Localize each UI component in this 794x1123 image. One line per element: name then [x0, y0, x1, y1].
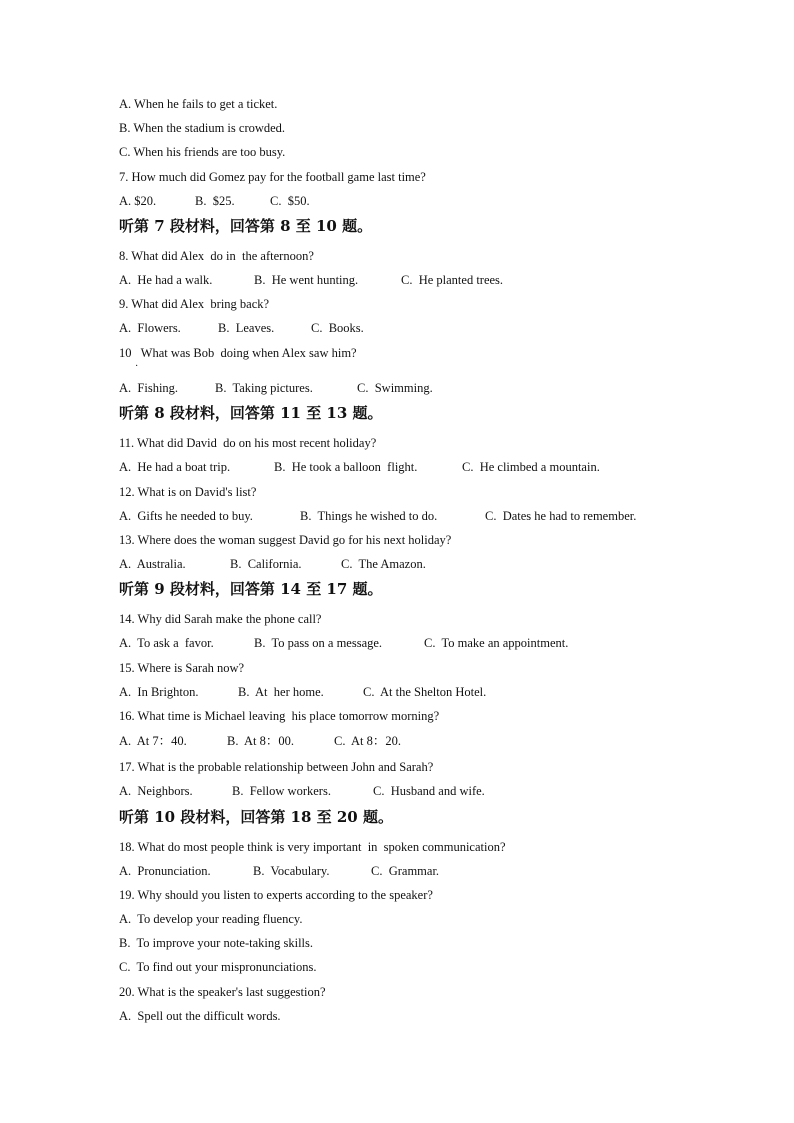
option-c: C. To make an appointment. — [424, 636, 569, 650]
options-row — [119, 459, 600, 475]
option-a: A. Spell out the difficult words. — [119, 1009, 281, 1023]
question-13: 13. Where does the woman suggest David go for his next holiday? — [119, 533, 452, 547]
section-heading: 听第 10 段材料，回答第 18 至 20 题。 — [119, 808, 393, 826]
option-text: C. When his friends are too busy. — [119, 145, 286, 159]
option-c: C. Dates he had to remember. — [485, 509, 637, 523]
option-a: A. Australia. — [119, 557, 186, 571]
stray-dot: · — [135, 361, 139, 372]
options-row — [119, 193, 310, 209]
option-c: C. $50. — [270, 194, 310, 208]
question-17: 17. What is the probable relationship between John and Sarah? — [119, 760, 434, 774]
option-b: B. At her home. — [238, 685, 324, 699]
option-a: A. Fishing. — [119, 381, 179, 395]
section-heading: 听第 7 段材料，回答第 8 至 10 题。 — [119, 217, 373, 235]
question-20: 20. What is the speaker's last suggestion? — [119, 985, 326, 999]
option-text: A. When he fails to get a ticket. — [119, 97, 278, 111]
option-c: C. The Amazon. — [341, 557, 426, 571]
option-b: B. Vocabulary. — [253, 864, 330, 878]
option-c: C. Husband and wife. — [373, 784, 485, 798]
option-b: B. $25. — [195, 194, 235, 208]
option-a: A. He had a boat trip. — [119, 460, 231, 474]
option-a: A. To develop your reading fluency. — [119, 912, 303, 926]
question-15: 15. Where is Sarah now? — [119, 661, 245, 675]
option-b: B. Things he wished to do. — [300, 509, 438, 523]
question-8: 8. What did Alex do in the afternoon? — [119, 249, 314, 263]
option-text: B. When the stadium is crowded. — [119, 121, 286, 135]
options-row — [119, 508, 636, 524]
section-heading: 听第 8 段材料，回答第 11 至 13 题。 — [119, 404, 383, 422]
options-row — [119, 684, 486, 700]
option-c: C. Grammar. — [371, 864, 440, 878]
options-row — [119, 635, 568, 651]
question-12: 12. What is on David's list? — [119, 485, 257, 499]
section-heading: 听第 9 段材料，回答第 14 至 17 题。 — [119, 580, 383, 598]
option-c: C. At the Shelton Hotel. — [363, 685, 487, 699]
question-16: 16. What time is Michael leaving his place tomorrow morning? — [119, 709, 440, 723]
options-row — [119, 320, 364, 336]
question-9: 9. What did Alex bring back? — [119, 297, 270, 311]
options-row — [119, 733, 401, 749]
option-a: A. In Brighton. — [119, 685, 199, 699]
options-row — [119, 863, 439, 879]
option-a: A. Neighbors. — [119, 784, 193, 798]
options-row — [119, 556, 426, 572]
option-b: B. To improve your note-taking skills. — [119, 936, 314, 950]
question-19: 19. Why should you listen to experts according to the speaker? — [119, 888, 433, 902]
option-a: A. At 7：40. — [119, 734, 187, 748]
option-a: A. Flowers. — [119, 321, 181, 335]
option-c: C. Swimming. — [357, 381, 433, 395]
options-row — [119, 380, 433, 396]
question-7: 7. How much did Gomez pay for the football game last time? — [119, 170, 426, 184]
option-c: C. He climbed a mountain. — [462, 460, 600, 474]
option-a: A. He had a walk. — [119, 273, 213, 287]
options-row — [119, 272, 503, 288]
option-a: A. Pronunciation. — [119, 864, 211, 878]
option-b: B. Leaves. — [218, 321, 275, 335]
option-b: B. To pass on a message. — [254, 636, 383, 650]
option-c: C. Books. — [311, 321, 364, 335]
option-a: A. Gifts he needed to buy. — [119, 509, 253, 523]
option-a: A. $20. — [119, 194, 157, 208]
question-18: 18. What do most people think is very important in spoken communication? — [119, 840, 506, 854]
option-b: B. At 8：00. — [227, 734, 295, 748]
question-11: 11. What did David do on his most recent holiday? — [119, 436, 377, 450]
option-b: B. He went hunting. — [254, 273, 359, 287]
option-c: C. He planted trees. — [401, 273, 504, 287]
option-b: B. Taking pictures. — [215, 381, 313, 395]
option-b: B. California. — [230, 557, 302, 571]
option-c: C. At 8：20. — [334, 734, 402, 748]
options-row — [119, 783, 485, 799]
option-c: C. To find out your mispronunciations. — [119, 960, 317, 974]
question-14: 14. Why did Sarah make the phone call? — [119, 612, 322, 626]
question-10: 10 What was Bob doing when Alex saw him? — [119, 346, 357, 360]
option-a: A. To ask a favor. — [119, 636, 214, 650]
option-b: B. Fellow workers. — [232, 784, 331, 798]
option-b: B. He took a balloon flight. — [274, 460, 418, 474]
